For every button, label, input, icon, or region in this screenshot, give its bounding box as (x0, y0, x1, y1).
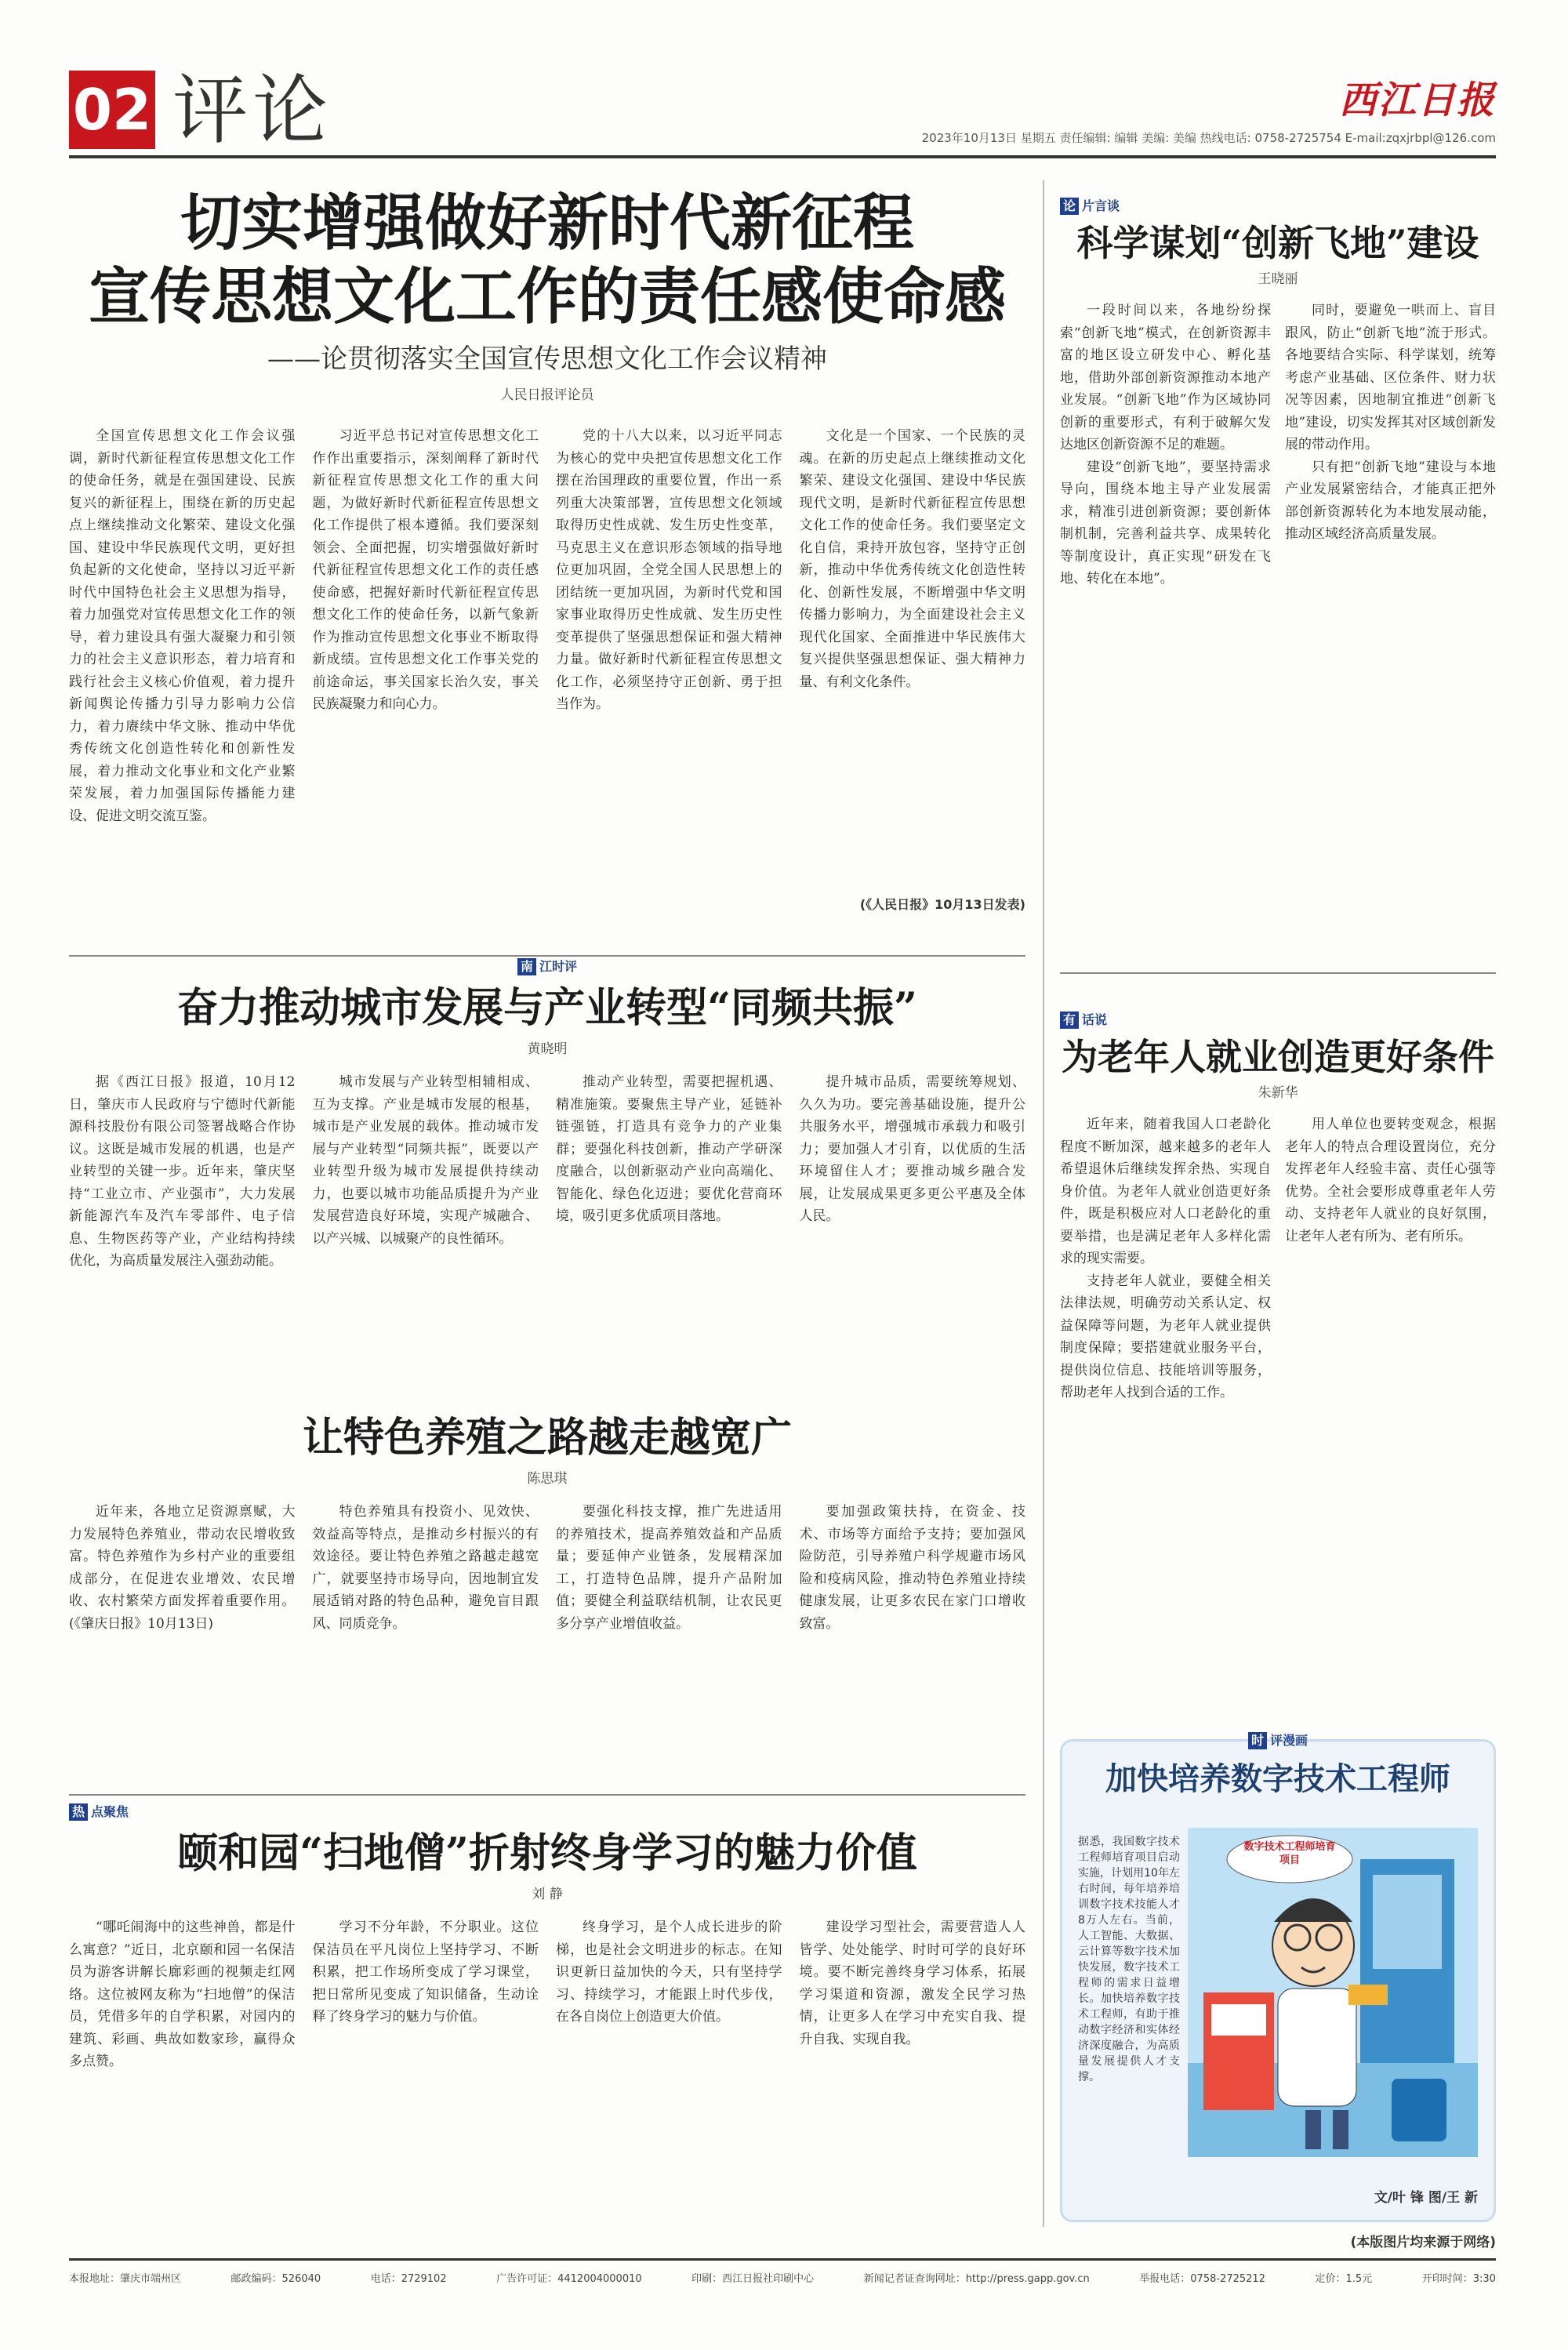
article-columns: 近年来，随着我国人口老龄化程度不断加深，越来越多的老年人希望退休后继续发挥余热、实现自身价值。为老年人就业创造更好条件，既是积极应对人口老龄化的重要举措，也是满足老年人多样化需求的现实需要。 支持老年人就业，要健全相关法律法规，明确劳动关系认定、权益保障等问题，为老年人就业提供制度保障；要搭建就业服务平台，提供岗位信息、技能培训等服务，帮助老年人找到合适的工作。 用人单位也要转变观念，根据老年人的特点合理设置岗位，充分发挥老年人经验丰富、责任心强等优势。全社会要形成尊重老年人劳动、支持老年人就业的良好氛围，让老年人老有所为、老有所乐。 (1060, 1117, 1496, 1400)
lead-title-line1: 切实增强做好新时代新征程 (180, 187, 914, 259)
article-byline: 陈思琪 (527, 1471, 568, 1487)
footer-rule (69, 2258, 1496, 2261)
box-authors: 文/叶 锋 图/王 新 (1374, 2190, 1478, 2206)
divider (69, 1794, 1025, 1796)
article-columns: 一段时间以来，各地纷纷探索“创新飞地”模式，在创新资源丰富的地区设立研发中心、孵化基地，借助外部创新资源推动本地产业发展。“创新飞地”作为区域协同创新的重要形式，有利于破解欠发达地区创新资源不足的难题。 建设“创新飞地”，要坚持需求导向，围绕本地主导产业发展需求，精准引进创新资源；要创新体制机制，完善利益共享、成果转化等制度设计，真正实现“研发在飞地、转化在本地”。 同时，要避免一哄而上、盲目跟风，防止“创新飞地”流于形式。各地要结合实际、科学谋划，统筹考虑产业基础、区位条件、财力状况等因素，因地制宜推进“创新飞地”建设，切实发挥其对区域创新发展的带动作用。 只有把“创新飞地”建设与本地产业发展紧密结合，才能真正把外部创新资源转化为本地发展动能，推动区域经济高质量发展。 (1060, 303, 1496, 587)
footer-item: 印刷：西江日报社印刷中心 (691, 2273, 815, 2285)
footer-item: 本报地址：肇庆市端州区 (69, 2273, 182, 2285)
article-elderly-employment (1060, 1012, 1496, 1694)
lead-columns (69, 425, 1025, 895)
article-columns: 近年来，各地立足资源禀赋，大力发展特色养殖业，带动农民增收致富。特色养殖作为乡村产业的重要组成部分，在促进农业增效、农民增收、农村繁荣方面发挥着重要作用。(《肇庆日报》10月13日) 特色养殖具有投资小、见效快、效益高等特点，是推动乡村振兴的有效途径。要让特色养殖之路越走越宽广，就要坚持市场导向，因地制宜发展适销对路的特色品种，避免盲目跟风、同质竞争。 要强化科技支撑，推广先进适用的养殖技术，提高养殖效益和产品质量；要延伸产业链条，发展精深加工，打造特色品牌，提升产品附加值；要健全利益联结机制，让农民更多分享产业增值收益。 要加强政策扶持，在资金、技术、市场等方面给予支持；要加强风险防范，引导养殖户科学规避市场风险和疫病风险，推动特色养殖业持续健康发展，让更多农民在家门口增收致富。 (69, 1504, 1025, 1632)
footer-item: 广告许可证：4412004000010 (496, 2273, 642, 2285)
footer-item: 定价：1.5元 (1315, 2273, 1373, 2285)
lead-source: (《人民日报》10月13日发表) (859, 897, 1025, 912)
column-divider (1043, 180, 1044, 2227)
cartoon-illustration (1188, 1828, 1478, 2157)
page-number: 02 (69, 71, 155, 149)
article-city-industry (69, 958, 1025, 1400)
article-tag: 有 话说 (1060, 1012, 1496, 1029)
article-byline: 朱新华 (1258, 1085, 1298, 1101)
cartoon-bubble: 数字技术工程师培育项目 (1243, 1841, 1336, 1866)
footer-item: 新闻记者证查询网址：http://press.gapp.gov.cn (863, 2273, 1090, 2285)
article-title: 科学谋划“创新飞地”建设 (1076, 222, 1479, 264)
article-byline: 刘 静 (532, 1887, 563, 1902)
divider (69, 955, 1025, 957)
section-title: 评论 (172, 67, 332, 154)
article-summer-palace (69, 1803, 1025, 2246)
lead-title-line2: 宣传思想文化工作的责任感使命感 (88, 261, 1006, 332)
article-title: 为老年人就业创造更好条件 (1062, 1036, 1494, 1078)
image-source-notice: (本版图片均来源于网络) (1350, 2235, 1496, 2250)
masthead-rule (69, 155, 1496, 158)
lead-article (69, 187, 1025, 914)
box-tag: 时 评漫画 (1062, 1732, 1494, 1749)
cartoon-box (1060, 1733, 1496, 2222)
cartoon-image (1188, 1828, 1478, 2157)
article-title: 奋力推动城市发展与产业转型“同频共振” (177, 984, 917, 1032)
footer-item: 开印时间：3:30 (1421, 2273, 1496, 2285)
footer (69, 2272, 1496, 2286)
lead-subtitle: ——论贯彻落实全国宣传思想文化工作会议精神 (267, 343, 827, 375)
article-tag: 南 江时评 (69, 958, 1025, 975)
newspaper-logo: 西江日报 (1338, 78, 1496, 122)
lead-column: 习近平总书记对宣传思想文化工作作出重要指示，深刻阐释了新时代新征程宣传思想文化工作的重大问题，为做好新时代新征程宣传思想文化工作提供了根本遵循。我们要深刻领会、全面把握，切实增强做好新时代新征程宣传思想文化工作的责任感使命感，把握好新时代新征程宣传思想文化工作的使命任务，以新气象新作为推动宣传思想文化事业不断取得新成绩。宣传思想文化工作事关党的前途命运，事关国家长治久安，事关民族凝聚力和向心力。 (312, 428, 539, 712)
article-columns: 据《西江日报》报道，10月12日，肇庆市人民政府与宁德时代新能源科技股份有限公司签署战略合作协议。这既是城市发展的机遇，也是产业转型的关键一步。近年来，肇庆坚持“工业立市、产业强市”，大力发展新能源汽车及汽车零部件、电子信息、生物医药等产业，产业结构持续优化，为高质量发展注入强劲动能。 城市发展与产业转型相辅相成、互为支撑。产业是城市发展的根基，城市是产业发展的载体。推动城市发展与产业转型“同频共振”，既要以产业转型升级为城市发展提供持续动力，也要以城市功能品质提升为产业发展营造良好环境，实现产城融合、以产兴城、以城聚产的良性循环。 推动产业转型，需要把握机遇、精准施策。要聚焦主导产业，延链补链强链，打造具有竞争力的产业集群；要强化科技创新，推动产学研深度融合，以创新驱动产业向高端化、智能化、绿色化迈进；要优化营商环境，吸引更多优质项目落地。 提升城市品质，需要统筹规划、久久为功。要完善基础设施，提升公共服务水平，增强城市承载力和吸引力；要加强人才引育，以优质的生活环境留住人才；要推动城乡融合发展，让发展成果更多更公平惠及全体人民。 (69, 1074, 1025, 1269)
footer-item: 电话：2729102 (370, 2273, 447, 2285)
lead-column: 文化是一个国家、一个民族的灵魂。在新的历史起点上继续推动文化繁荣、建设文化强国、建设中华民族现代文明，是新时代新征程宣传思想文化工作的使命任务。我们要坚定文化自信，秉持开放包容，坚持守正创新，推动中华优秀传统文化创造性转化、创新性发展，不断增强中华文明传播力影响力，为全面建设社会主义现代化国家、全面推进中华民族伟大复兴提供坚强思想保证、强大精神力量、有利文化条件。 (799, 428, 1025, 690)
article-byline: 王晓丽 (1258, 271, 1298, 287)
box-title: 加快培养数字技术工程师 (1105, 1761, 1450, 1797)
lead-column: 全国宣传思想文化工作会议强调，新时代新征程宣传思想文化工作的使命任务，就是在强国建设、民族复兴的新征程上，围绕在新的历史起点上继续推动文化繁荣、建设文化强国、建设中华民族现代文明，更好担负起新的文化使命，坚持以习近平新时代中国特色社会主义思想为指导，着力加强党对宣传思想文化工作的领导，着力建设具有强大凝聚力和引领力的社会主义意识形态，着力培育和践行社会主义核心价值观，着力提升新闻舆论传播力引导力影响力公信力，着力赓续中华文脉、推动中华优秀传统文化创造性转化和创新性发展，着力推动文化事业和文化产业繁荣发展，着力加强国际传播能力建设、促进文明交流互鉴。 (69, 428, 296, 824)
article-tag: 论 片言谈 (1060, 198, 1496, 215)
article-innovation-enclave (1060, 198, 1496, 935)
divider (1060, 972, 1496, 974)
article-tag: 热 点聚焦 (69, 1803, 1025, 1821)
article-title: 颐和园“扫地僧”折射终身学习的魅力价值 (177, 1829, 917, 1877)
footer-item: 举报电话：0758-2725212 (1139, 2273, 1265, 2285)
footer-item: 邮政编码：526040 (230, 2273, 321, 2285)
box-caption: 据悉，我国数字技术工程师培育项目启动实施，计划用10年左右时间，每年培养培训数字技术技能人才8万人左右。当前，人工智能、大数据、云计算等数字技术加快发展，数字技术工程师的需求日益增长。加快培养数字技术工程师，有助于推动数字经济和实体经济深度融合，为高质量发展提供人才支撑。 (1078, 1836, 1180, 2083)
article-columns: “哪吒闹海中的这些神兽，都是什么寓意？”近日，北京颐和园一名保洁员为游客讲解长廊彩画的视频走红网络。这位被网友称为“扫地僧”的保洁员，凭借多年的自学积累，对园内的建筑、彩画、典故如数家珍，赢得众多点赞。 学习不分年龄，不分职业。这位保洁员在平凡岗位上坚持学习、不断积累，把工作场所变成了学习课堂，把日常所见变成了知识储备，生动诠释了终身学习的魅力与价值。 终身学习，是个人成长进步的阶梯，也是社会文明进步的标志。在知识更新日益加快的今天，只有坚持学习、持续学习，才能跟上时代步伐，在各自岗位上创造更大价值。 建设学习型社会，需要营造人人皆学、处处能学、时时可学的良好环境。要不断完善终身学习体系，拓展学习渠道和资源，激发全民学习热情，让更多人在学习中充实自我、提升自我、实现自我。 (69, 1920, 1025, 2069)
article-title: 让特色养殖之路越走越宽广 (302, 1414, 792, 1462)
masthead-meta: 2023年10月13日 星期五 责任编辑: 编辑 美编: 美编 热线电话: 0758-2725754 E-mail:zqxjrbpl@126.com (921, 131, 1496, 145)
article-byline: 黄晓明 (527, 1041, 568, 1057)
lead-byline: 人民日报评论员 (500, 387, 594, 403)
article-breeding (69, 1411, 1025, 1846)
lead-column: 党的十八大以来，以习近平同志为核心的党中央把宣传思想文化工作摆在治国理政的重要位置，作出一系列重大决策部署，宣传思想文化领域取得历史性成就、发生历史性变革，马克思主义在意识形态领域的指导地位更加巩固，全党全国人民思想上的团结统一更加巩固，为新时代党和国家事业取得历史性成就、发生历史性变革提供了坚强思想保证和强大精神力量。做好新时代新征程宣传思想文化工作，必须坚持守正创新、勇于担当作为。 (556, 428, 782, 712)
